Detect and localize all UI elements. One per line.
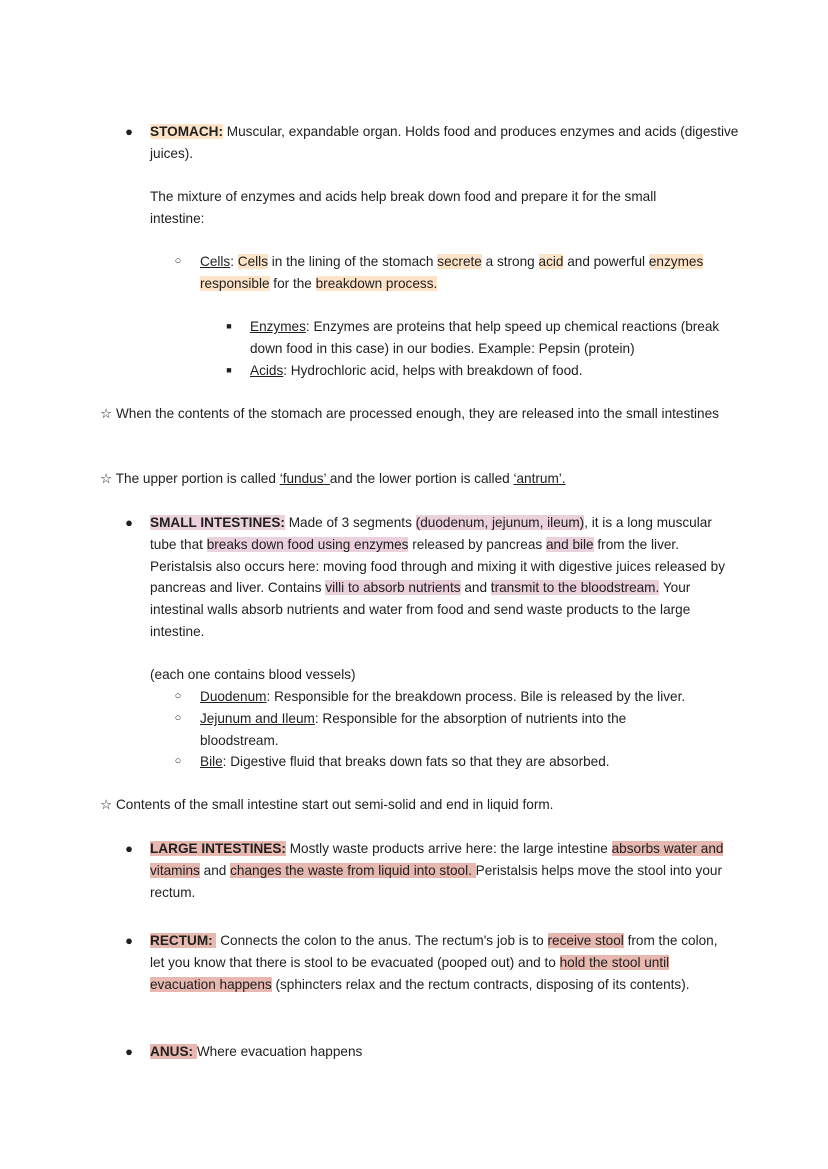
bullet-jejunum: ○ [174, 712, 182, 724]
bile-term: Bile [200, 754, 223, 769]
anus-paragraph [150, 1041, 735, 1063]
small-intestines-paragraph [150, 512, 735, 643]
duodenum-text: : Responsible for the breakdown process. Bile is released by the liver. [266, 689, 686, 704]
bullet-acids: ■ [226, 365, 232, 375]
jejunum-paragraph [200, 708, 700, 752]
acids-term: Acids [250, 363, 284, 378]
bile-paragraph [200, 751, 730, 773]
rectum-text: Connects the colon to the anus. The rectum's job is to [216, 933, 548, 948]
duodenum-term: Duodenum [200, 689, 267, 704]
large-text: Mostly waste products arrive here: the large intestine [285, 841, 612, 856]
acids-text: : Hydrochloric acid, helps with breakdown of food. [283, 363, 583, 378]
villi-highlight: villi to absorb nutrients [325, 580, 461, 596]
acids-paragraph [250, 360, 720, 382]
acid-highlight: acid [538, 254, 564, 269]
jejunum-term: Jejunum and Ileum [200, 711, 315, 726]
stomach-paragraph [150, 121, 740, 165]
cells-text: and powerful [563, 254, 649, 269]
large-text: and [199, 862, 231, 878]
rectum-paragraph [150, 930, 735, 995]
rectum-label: RECTUM: [150, 933, 217, 948]
anus-label: ANUS: [150, 1044, 197, 1059]
note-fundus-antrum [100, 468, 720, 490]
bullet-anus: ● [125, 1044, 133, 1059]
cells-text: for the [269, 275, 316, 291]
bullet-bile: ○ [174, 755, 182, 767]
cells-colon: : [230, 254, 238, 269]
bullet-rectum: ● [125, 933, 133, 948]
small-text: , it is a long muscular tube that [150, 515, 712, 552]
fundus-term: ‘fundus’ [279, 471, 330, 486]
stomach-label: STOMACH: [150, 124, 223, 139]
receive-stool-highlight: receive stool [547, 933, 624, 948]
bullet-small-intestines: ● [125, 515, 133, 530]
enzymes-term: Enzymes [250, 319, 306, 334]
segments-highlight: (duodenum, jejunum, ileum) [415, 515, 585, 530]
small-text: Your intestinal walls absorb nutrients and water from food and send waste products to the large intestine. [150, 580, 691, 639]
cells-text: a strong [481, 254, 539, 269]
small-text: Made of 3 segments [284, 515, 416, 530]
stomach-para2: The mixture of enzymes and acids help break down food and prepare it for the small intestine: [150, 189, 657, 226]
vessels-note: (each one contains blood vessels) [150, 667, 356, 682]
hold-stool-highlight: hold the stool until evacuation happens [150, 954, 670, 992]
cells-term: Cells [200, 254, 231, 269]
large-intestines-paragraph [150, 838, 735, 903]
note2-text: ☆ The upper portion is called [100, 471, 280, 486]
duodenum-paragraph [200, 686, 730, 708]
small-intestines-label: SMALL INTESTINES: [150, 515, 285, 530]
cells-highlight: Cells [237, 254, 268, 269]
rectum-text: from the colon, let you know that there is stool to be evacuated (pooped out) and to [150, 933, 718, 970]
cells-text: in the lining of the stomach [268, 254, 438, 269]
bullet-cells: ○ [174, 255, 182, 267]
small-text: from the liver. Peristalsis also occurs here: moving food through and mixing it with digestive juices released by pancreas and liver. Contains [150, 536, 725, 596]
small-text: and [460, 580, 491, 596]
changes-waste-highlight: changes the waste from liquid into stool. [230, 862, 476, 878]
small-text: released by pancreas [408, 536, 546, 552]
absorbs-water-highlight: absorbs water and vitamins [150, 841, 724, 878]
bloodstream-highlight: transmit to the bloodstream. [490, 580, 660, 596]
jejunum-text: : Responsible for the absorption of nutrients into the bloodstream. [200, 711, 627, 748]
bile-text: : Digestive fluid that breaks down fats so that they are absorbed. [222, 754, 610, 769]
cells-paragraph [200, 251, 710, 295]
note2-text: and the lower portion is called [329, 471, 514, 486]
secrete-highlight: secrete [437, 254, 482, 269]
note-stomach-release: ☆ When the contents of the stomach are processed enough, they are released into the small intestines [100, 406, 719, 421]
breakdown-highlight: breakdown process. [315, 275, 438, 291]
enzymes-highlight: breaks down food using enzymes [206, 536, 409, 552]
stomach-text: Muscular, expandable organ. Holds food and produces enzymes and acids (digestive juices). [150, 124, 739, 161]
large-text: Peristalsis helps move the stool into your rectum. [150, 862, 722, 900]
bullet-large-intestines: ● [125, 841, 133, 856]
antrum-term: ‘antrum’. [513, 471, 566, 486]
bile-highlight: and bile [545, 536, 594, 552]
large-intestines-label: LARGE INTESTINES: [150, 841, 286, 856]
enzymes-responsible-highlight: enzymes responsible [200, 254, 704, 291]
bullet-enzymes: ■ [226, 321, 232, 331]
enzymes-paragraph [250, 316, 720, 360]
rectum-text: (sphincters relax and the rectum contracts, disposing of its contents). [271, 976, 690, 992]
bullet-duodenum: ○ [174, 690, 182, 702]
note-semi-solid: ☆ Contents of the small intestine start out semi-solid and end in liquid form. [100, 797, 554, 812]
bullet-stomach: ● [125, 124, 133, 139]
enzymes-text: : Enzymes are proteins that help speed up chemical reactions (break down food in this case) in our bodies. Example: Pepsin (protein) [250, 319, 720, 356]
anus-text: Where evacuation happens [196, 1044, 363, 1059]
